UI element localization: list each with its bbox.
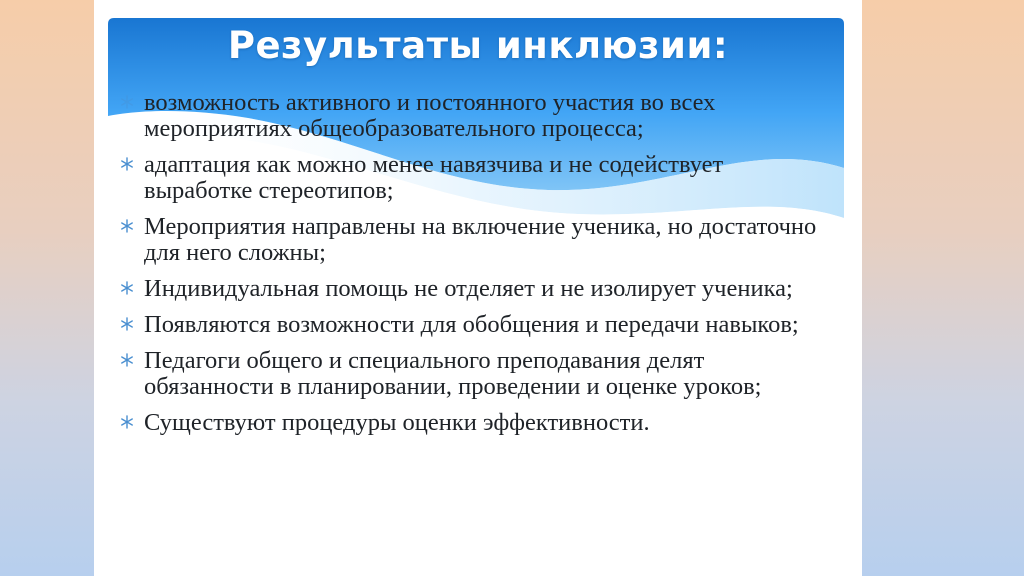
snowflake-bullet-icon: [120, 281, 134, 295]
snowflake-bullet-icon: [120, 157, 134, 171]
bullet-text: адаптация как можно менее навязчива и не содействует выработке стереотипов;: [144, 151, 724, 204]
bullet-item: [116, 152, 836, 204]
snowflake-bullet-icon: [120, 95, 134, 109]
slide-title: Результаты инклюзии:: [227, 24, 729, 67]
bullet-list: [116, 90, 836, 446]
slide: [94, 0, 862, 576]
snowflake-bullet-icon: [120, 415, 134, 429]
bullet-item: [116, 348, 836, 400]
snowflake-bullet-icon: [120, 317, 134, 331]
bullet-item: [116, 90, 836, 142]
snowflake-bullet-icon: [120, 353, 134, 367]
bullet-text: Существуют процедуры оценки эффективности.: [144, 409, 650, 436]
bullet-item: [116, 214, 836, 266]
snowflake-bullet-icon: [120, 219, 134, 233]
bullet-item: [116, 410, 836, 436]
bullet-text: Педагоги общего и специального преподавания делят обязанности в планировании, проведении и оценке уроков;: [144, 347, 762, 400]
bullet-item: [116, 276, 836, 302]
bullet-text: Появляются возможности для обобщения и передачи навыков;: [144, 311, 799, 338]
bullet-text: Мероприятия направлены на включение ученика, но достаточно для него сложны;: [144, 213, 817, 266]
bullet-text: возможность активного и постоянного участия во всех мероприятиях общеобразовательного процесса;: [144, 89, 716, 142]
bullet-item: [116, 312, 836, 338]
bullet-text: Индивидуальная помощь не отделяет и не изолирует ученика;: [144, 275, 793, 302]
